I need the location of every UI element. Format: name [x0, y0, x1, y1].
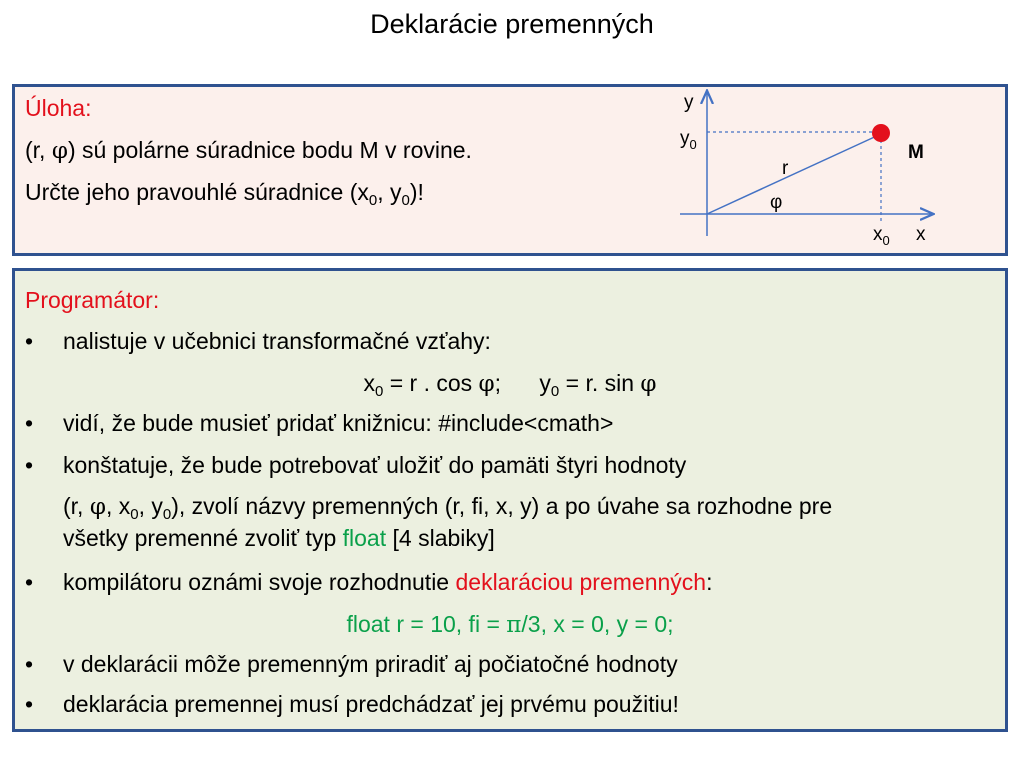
- r-label: r: [782, 158, 789, 179]
- type-float: float: [342, 525, 387, 551]
- bullet-dot: •: [25, 452, 34, 478]
- slide-title: Deklarácie premenných: [370, 9, 654, 39]
- declaration-highlight: deklaráciou premenných: [455, 569, 707, 595]
- bullet-dot: •: [25, 328, 34, 354]
- task-line-2: Určte jeho pravouhlé súradnice ($x_0$, $y_0$)!: [25, 179, 424, 209]
- bullet-dot: •: [25, 651, 34, 677]
- point-m: [872, 124, 890, 142]
- polar-diagram: [660, 86, 960, 256]
- bullet-dot: •: [25, 410, 34, 436]
- code-line: float r = 10, fi = π/3, x = 0, y = 0;: [346, 611, 674, 638]
- task-line-1: (r, φ) sú polárne súradnice bodu M v rovine.: [25, 137, 472, 164]
- formula-line: $x_0 = r$ . cos φ; $y_0 = r$. sin φ: [363, 370, 657, 400]
- bullet-item-3-continuation-2: všetky premenné zvoliť typ float [4 slabiky]: [63, 525, 495, 551]
- programmer-box: Programátor: • nalistuje v učebnici transformačné vzťahy: $x_0 = r$ . cos φ; $y_0 = r$. sin φ • vidí, že bude musieť pridať knižnicu: #include<cmath> • konštatuje, že bude potrebovať uložiť do pamäti štyri hodnoty (r, φ, $x_0$, $y_0$), zvolí názvy premenných (r, fi, x, y) a po úvahe sa rozhodne pre všetky premenné zvoliť typ float [4 slabiky] • kompilátoru oznámi svoje rozhodnutie deklaráciou premenných: float r = 10, fi = π/3, x = 0, y = 0; • v deklarácii môže premenným priradiť aj počiatočné hodnoty • deklarácia premennej musí predchádzať jej prvému použitiu!: [12, 268, 1008, 732]
- point-label: M: [908, 142, 924, 163]
- y0-label: $y_0$: [680, 128, 697, 152]
- bullet-item-3-continuation-1: (r, φ, $x_0$, $y_0$), zvolí názvy premenných (r, fi, x, y) a po úvahe sa rozhodne pre: [63, 493, 833, 523]
- x-axis-label: x: [916, 224, 926, 245]
- bullet-dot: •: [25, 691, 34, 717]
- y-axis-label: y: [684, 92, 694, 113]
- radius-line: [707, 134, 881, 214]
- task-heading: Úloha:: [25, 95, 92, 121]
- phi-label: φ: [770, 192, 783, 213]
- bullet-dot: •: [25, 569, 34, 595]
- x0-label: $x_0$: [873, 224, 890, 248]
- programmer-heading: Programátor:: [25, 287, 160, 313]
